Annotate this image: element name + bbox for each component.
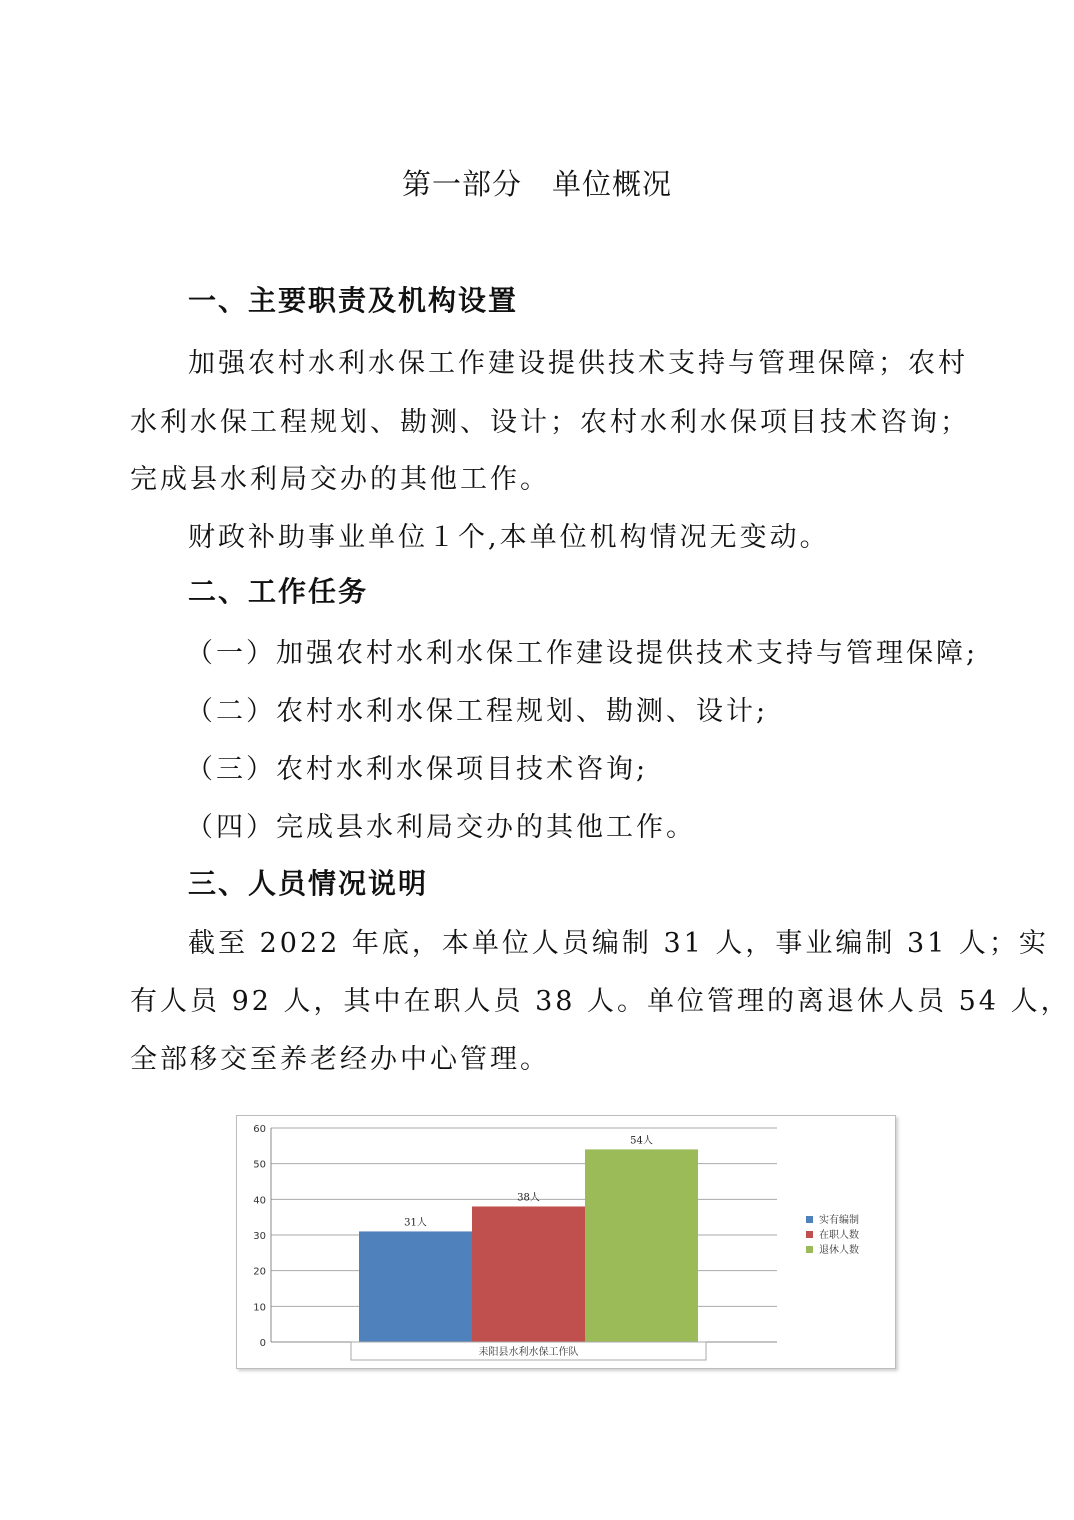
paragraph-line: 水利水保工程规划、勘测、设计；农村水利水保项目技术咨询； <box>130 407 970 438</box>
y-tick-label: 50 <box>253 1159 266 1171</box>
legend-label: 在职人数 <box>819 1230 859 1241</box>
bar-data-label: 54人 <box>630 1135 653 1147</box>
y-tick-label: 0 <box>259 1338 266 1349</box>
bar-data-label: 38人 <box>517 1192 540 1204</box>
legend-label: 退休人数 <box>819 1245 859 1256</box>
bar-data-label: 31人 <box>404 1217 427 1229</box>
paragraph-line: 财政补助事业单位１个,本单位机构情况无变动。 <box>188 522 830 553</box>
bar-2 <box>472 1206 585 1342</box>
paragraph-line: 加强农村水利水保工作建设提供技术支持与管理保障；农村 <box>188 348 968 379</box>
section-heading-tasks: 二、工作任务 <box>188 575 369 608</box>
staff-bar-chart <box>236 1115 896 1369</box>
y-tick-label: 20 <box>253 1266 266 1278</box>
task-item: （四）完成县水利局交办的其他工作。 <box>186 812 696 843</box>
y-tick-label: 60 <box>253 1124 266 1135</box>
x-category-label: 耒阳县水利水保工作队 <box>478 1347 579 1358</box>
paragraph-line: 全部移交至养老经办中心管理。 <box>130 1044 550 1075</box>
bar-3 <box>585 1149 698 1342</box>
y-tick-label: 30 <box>253 1231 266 1242</box>
task-item: （一）加强农村水利水保工作建设提供技术支持与管理保障; <box>186 638 979 669</box>
chart-svg <box>237 1116 895 1368</box>
section-heading-staff: 三、人员情况说明 <box>188 867 429 900</box>
legend-swatch <box>806 1231 813 1238</box>
paragraph-line: 截至 2022 年底，本单位人员编制 31 人，事业编制 31 人；实 <box>188 928 1049 959</box>
task-item: （三）农村水利水保项目技术咨询; <box>186 754 649 785</box>
legend-swatch <box>806 1246 813 1253</box>
paragraph-line: 有人员 92 人，其中在职人员 38 人。单位管理的离退休人员 54 人， <box>130 986 1071 1017</box>
legend-swatch <box>806 1216 813 1223</box>
bar-1 <box>359 1231 472 1342</box>
page-title: 第一部分 单位概况 <box>401 167 672 201</box>
legend-label: 实有编制 <box>819 1215 859 1226</box>
y-tick-label: 10 <box>253 1302 266 1314</box>
y-tick-label: 40 <box>253 1195 266 1207</box>
paragraph-line: 完成县水利局交办的其他工作。 <box>130 464 550 495</box>
section-heading-duties: 一、主要职责及机构设置 <box>188 284 519 317</box>
task-item: （二）农村水利水保工程规划、勘测、设计; <box>186 696 769 727</box>
